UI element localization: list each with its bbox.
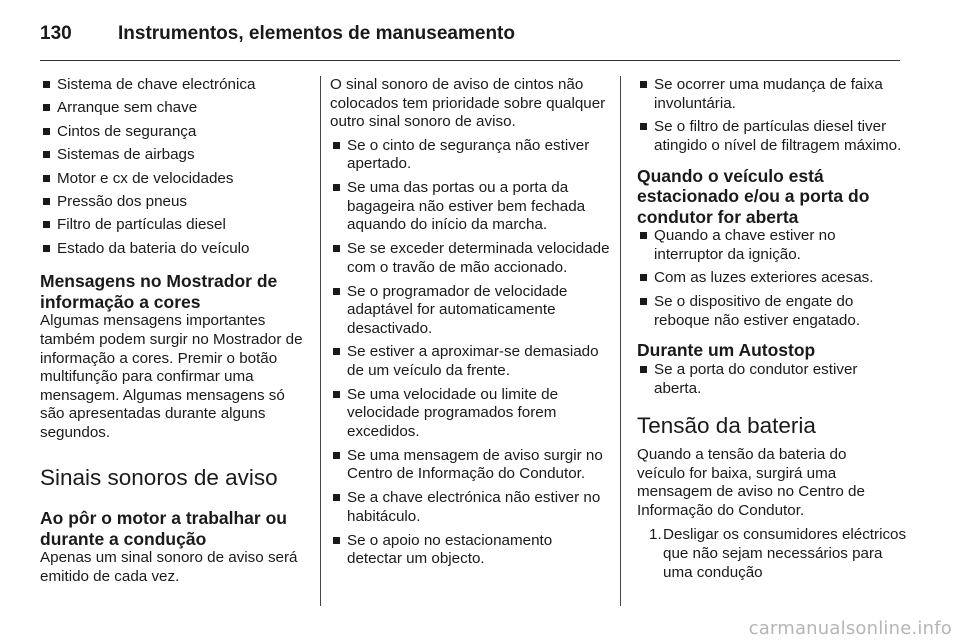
list-item: Se o programador de velocidade adaptável for automaticamente desactivado. [330, 283, 610, 339]
list-item: Arranque sem chave [40, 99, 310, 118]
list-item: Se uma das portas ou a porta da bagageira não estiver bem fechada aquando do início da marcha. [330, 179, 610, 235]
list-item: Sistemas de airbags [40, 146, 310, 165]
section-heading-tensao: Tensão da bateria [637, 413, 816, 439]
list-item: Se o filtro de partículas diesel tiver atingido o nível de filtragem máximo. [637, 118, 907, 155]
column-divider-2 [620, 76, 621, 606]
list-item: Com as luzes exteriores acesas. [637, 269, 907, 288]
column-3-list-2 [637, 227, 907, 330]
section-heading-motor: Ao pôr o motor a trabalhar ou durante a condução [40, 508, 287, 549]
list-item: Se o dispositivo de engate do reboque não estiver engatado. [637, 293, 907, 330]
column-3-list-1 [637, 76, 907, 156]
list-item: Pressão dos pneus [40, 193, 310, 212]
step-text: Desligar os consumidores eléctricos que não sejam necessários para uma condução [663, 526, 907, 581]
list-item: Se estiver a aproximar-se demasiado de um veículo da frente. [330, 343, 610, 380]
column-3 [637, 76, 907, 582]
list-item: Se a porta do condutor estiver aberta. [637, 361, 907, 398]
list-item: Se o apoio no estacionamento detectar um objecto. [330, 532, 610, 569]
section-text-motor: Apenas um sinal sonoro de aviso será emitido de cada vez. [40, 549, 298, 586]
list-item: Motor e cx de velocidades [40, 170, 310, 189]
section-heading-mensagens: Mensagens no Mostrador de informação a cores [40, 271, 278, 312]
list-item: Quando a chave estiver no interruptor da ignição. [637, 227, 907, 264]
column-2-list [330, 137, 610, 569]
column-1-list [40, 76, 310, 258]
section-heading-autostop: Durante um Autostop [637, 340, 816, 361]
section-text-tensao: Quando a tensão da bateria do veículo for baixa, surgirá uma mensagem de aviso no Centro de Informação do Condutor. [637, 446, 865, 519]
section-heading-estacionado: Quando o veículo está estacionado e/ou a porta do condutor for aberta [637, 165, 870, 227]
steps-list [637, 526, 907, 582]
list-item: Se a chave electrónica não estiver no habitáculo. [330, 489, 610, 526]
header-rule [40, 60, 900, 61]
watermark-logo: carmanualsonline.info [748, 618, 952, 639]
step-item [637, 526, 907, 582]
list-item: Se uma mensagem de aviso surgir no Centro de Informação do Condutor. [330, 447, 610, 484]
list-item: Sistema de chave electrónica [40, 76, 310, 95]
page-title: Instrumentos, elementos de manuseamento [118, 23, 515, 44]
list-item: Se uma velocidade ou limite de velocidade programados forem excedidos. [330, 386, 610, 442]
column-1 [40, 76, 310, 587]
page-header [40, 14, 515, 54]
section-heading-sinais: Sinais sonoros de aviso [40, 465, 278, 491]
list-item: Se se exceder determinada velocidade com o travão de mão accionado. [330, 240, 610, 277]
list-item: Se o cinto de segurança não estiver apertado. [330, 137, 610, 174]
column-divider-1 [320, 76, 321, 606]
page-number: 130 [40, 23, 72, 44]
list-item: Se ocorrer uma mudança de faixa involuntária. [637, 76, 907, 113]
section-text-mensagens: Algumas mensagens importantes também podem surgir no Mostrador de informação a cores. Premir o botão multifunção para confirmar uma mensagem. Algumas mensagens só são apresentadas durante alguns segundos. [40, 312, 303, 441]
list-item: Estado da bateria do veículo [40, 240, 310, 259]
column-2 [330, 76, 610, 574]
column-2-intro: O sinal sonoro de aviso de cintos não colocados tem prioridade sobre qualquer outro sinal sonoro de aviso. [330, 76, 606, 131]
step-number: 1. [649, 526, 662, 544]
list-item: Filtro de partículas diesel [40, 216, 310, 235]
column-3-list-3 [637, 361, 907, 398]
list-item: Cintos de segurança [40, 123, 310, 142]
